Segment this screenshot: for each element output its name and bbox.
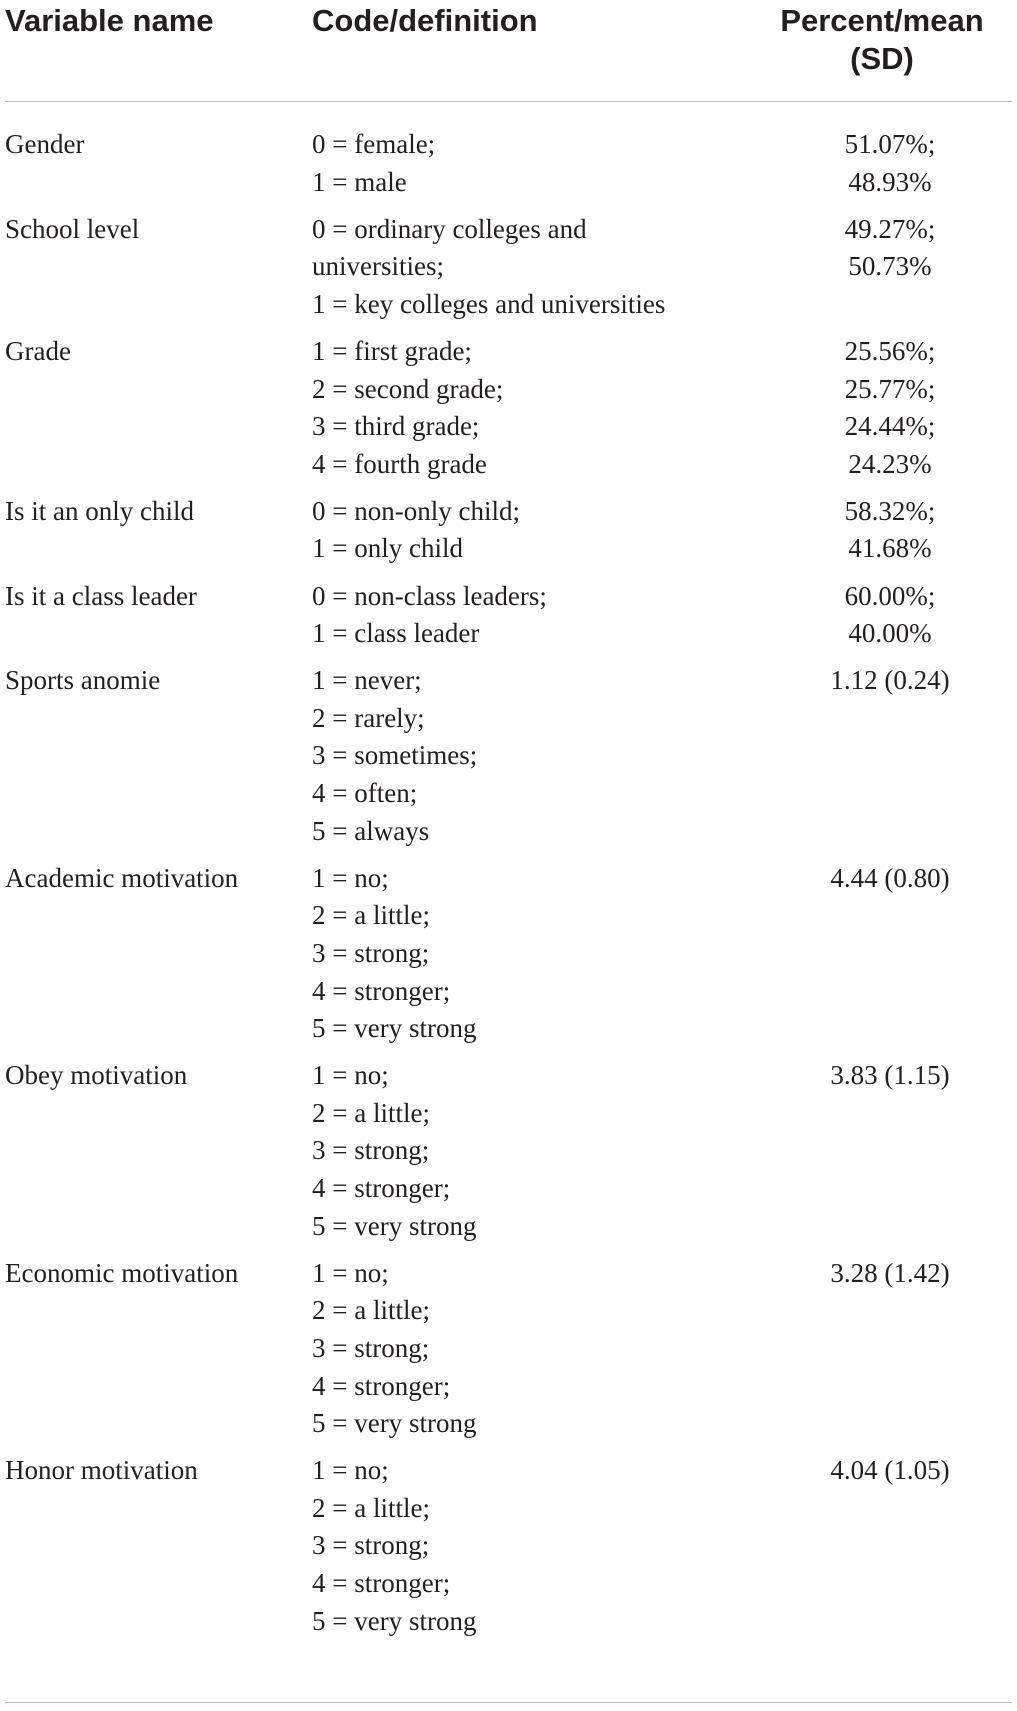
value-line: 41.68% [848,533,932,564]
percent-mean-cell [790,493,990,568]
code-line: 5 = very strong [312,1408,477,1439]
table-row [0,860,1017,1058]
table-row [0,662,1017,860]
percent-mean-cell [790,1057,990,1095]
code-line: 2 = rarely; [312,702,425,733]
value-line: 50.73% [848,251,932,282]
percent-mean-cell [790,1452,990,1490]
table-row [0,578,1017,663]
value-line: 1.12 (0.24) [830,665,950,696]
code-line: 3 = strong; [312,937,430,968]
code-line: 4 = fourth grade [312,448,487,479]
table-row [0,1255,1017,1453]
header-variable-name: Variable name [5,3,214,38]
code-line: 1 = class leader [312,618,480,649]
code-definition-cell [312,662,477,850]
header-percent-mean-line1: Percent/mean [780,3,984,38]
table-row [0,493,1017,578]
code-line: 5 = very strong [312,1210,477,1241]
code-line: 1 = no; [312,862,389,893]
percent-mean-cell [790,1255,990,1293]
code-line: 1 = never; [312,665,422,696]
code-line: 3 = third grade; [312,411,480,442]
value-line: 58.32%; [844,495,936,526]
variable-name-cell: School level [5,213,140,244]
variable-name-cell: Sports anomie [5,665,161,696]
table-row [0,126,1017,211]
percent-mean-cell [790,860,990,898]
value-line: 4.44 (0.80) [830,862,950,893]
variable-name-cell: Obey motivation [5,1060,188,1091]
variable-name-cell: Grade [5,335,71,366]
value-line: 3.83 (1.15) [830,1060,950,1091]
table-header [0,0,1017,100]
value-line: 4.04 (1.05) [830,1455,950,1486]
value-line: 24.23% [848,448,932,479]
percent-mean-cell [790,211,990,286]
variable-name-cell: Academic motivation [5,862,239,893]
value-line: 49.27%; [844,213,936,244]
percent-mean-cell [790,662,990,700]
header-percent-mean [752,2,1012,78]
code-definition-cell [312,1255,476,1443]
percent-mean-cell [790,578,990,653]
code-line: 1 = only child [312,533,463,564]
table-row [0,1057,1017,1255]
table-row [0,333,1017,493]
code-line: 3 = strong; [312,1135,430,1166]
code-definition-cell [312,1452,476,1640]
code-line: 0 = ordinary colleges and [312,213,587,244]
percent-mean-cell [790,126,990,201]
value-line: 24.44%; [844,411,936,442]
code-line: 0 = non-class leaders; [312,580,547,611]
code-line: 0 = non-only child; [312,495,520,526]
code-line: 1 = no; [312,1455,389,1486]
variable-name-cell: Honor motivation [5,1455,198,1486]
code-line: 3 = strong; [312,1332,430,1363]
code-line: 2 = a little; [312,1295,430,1326]
code-line: 4 = stronger; [312,1173,451,1204]
code-definition-cell [312,211,665,324]
code-line: 4 = stronger; [312,975,451,1006]
table-bottom-rule [5,1702,1012,1703]
code-definition-cell [312,333,503,483]
value-line: 60.00%; [844,580,936,611]
table-row [0,1452,1017,1650]
code-line: 1 = male [312,166,407,197]
code-line: universities; [312,251,444,282]
code-definition-cell [312,578,547,653]
value-line: 48.93% [848,166,932,197]
code-line: 2 = a little; [312,1097,430,1128]
code-definition-cell [312,1057,476,1245]
value-line: 3.28 (1.42) [830,1257,950,1288]
code-line: 0 = female; [312,129,436,159]
code-line: 3 = strong; [312,1530,430,1561]
code-line: 4 = stronger; [312,1370,451,1401]
code-line: 5 = very strong [312,1605,477,1636]
variable-name-cell: Economic motivation [5,1257,239,1288]
value-line: 40.00% [848,618,932,649]
variable-name-cell: Is it an only child [5,495,194,526]
value-line: 25.77%; [844,373,936,404]
variable-name-cell: Gender [5,129,85,159]
code-line: 2 = second grade; [312,373,504,404]
percent-mean-cell [790,333,990,483]
header-percent-mean-line2: (SD) [850,41,914,76]
code-line: 5 = very strong [312,1013,477,1044]
code-line: 4 = stronger; [312,1568,451,1599]
code-line: 3 = sometimes; [312,740,478,771]
header-divider [5,101,1012,102]
value-line: 25.56%; [844,335,936,366]
code-line: 1 = no; [312,1060,389,1091]
code-line: 1 = first grade; [312,335,472,366]
table-row [0,211,1017,333]
code-line: 2 = a little; [312,900,430,931]
header-code-definition: Code/definition [312,3,538,38]
table-body [0,126,1017,1650]
code-definition-cell [312,126,435,201]
code-line: 4 = often; [312,778,418,809]
code-line: 1 = key colleges and universities [312,288,666,319]
code-definition-cell [312,860,476,1048]
variable-name-cell: Is it a class leader [5,580,197,611]
code-line: 2 = a little; [312,1492,430,1523]
code-line: 1 = no; [312,1257,389,1288]
value-line: 51.07%; [844,129,936,159]
code-definition-cell [312,493,520,568]
code-line: 5 = always [312,815,430,846]
